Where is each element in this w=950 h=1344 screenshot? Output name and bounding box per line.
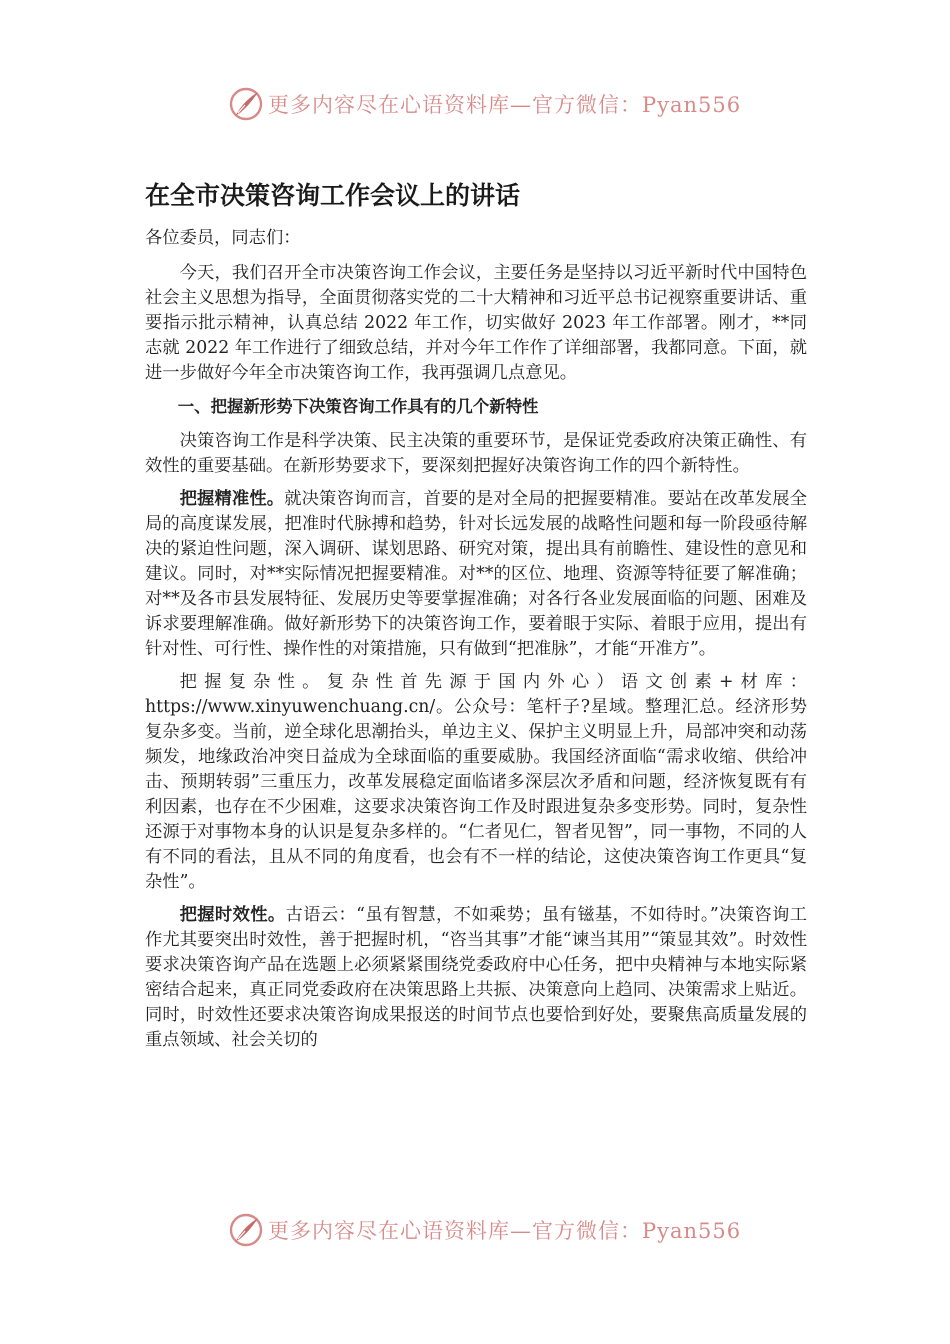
paragraph-lead-timeliness: 把握时效性。 bbox=[179, 905, 286, 925]
paragraph-text-timeliness: 古语云：“虽有智慧，不如乘势；虽有镃基，不如待时。”决策咨询工作尤其要突出时效性，善于把握时机，“咨当其事”才能“谏当其用”“策显其效”。时效性要求决策咨询产品在选题上必须紧紧围绕党委政府中心任务，把中央精神与本地实际紧密结合起来，真正同党委政府在决策思路上共振、决策意向上趋同、决策需求上贴近。同时，时效性还要求决策咨询成果报送的时间节点也要恰到好处，要聚焦高质量发展的重点领域、社会关切的 bbox=[145, 905, 807, 1050]
intro-paragraph: 今天，我们召开全市决策咨询工作会议，主要任务是坚持以习近平新时代中国特色社会主义思想为指导，全面贯彻落实党的二十大精神和习近平总书记视察重要讲话、重要指示批示精神，认真总结 2022 年工作，切实做好 2023 年工作部署。刚才，**同志就 2022 年工作进行了细致总结，并对今年工作作了详细部署，我都同意。下面，就进一步做好今年全市决策咨询工作，我再强调几点意见。 bbox=[145, 263, 807, 383]
watermark-banner-bottom bbox=[228, 1208, 741, 1252]
paragraph-complexity: 把握复杂性。复杂性首先源于国内外心）语文创素+材库：https://www.xinyuwenchuang.cn/。公众号：笔杆子?星域。整理汇总。经济形势复杂多变。当前，逆全球化思潮抬头，单边主义、保护主义明显上升，局部冲突和动荡频发，地缘政治冲突日益成为全球面临的重要威胁。我国经济面临“需求收缩、供给冲击、预期转弱”三重压力，改革发展稳定面临诸多深层次矛盾和问题，经济恢复既有有利因素，也存在不少困难，这要求决策咨询工作及时跟进复杂多变形势。同时，复杂性还源于对事物本身的认识是复杂多样的。“仁者见仁，智者见智”，同一事物，不同的人有不同的看法，且从不同的角度看，也会有不一样的结论，这使决策咨询工作更具“复杂性”。 bbox=[145, 672, 807, 892]
paragraph-precision bbox=[145, 487, 807, 662]
paragraph-timeliness bbox=[145, 903, 807, 1053]
document-title: 在全市决策咨询工作会议上的讲话 bbox=[145, 181, 521, 210]
section-heading-1: 一、把握新形势下决策咨询工作具有的几个新特性 bbox=[177, 397, 539, 416]
document-body bbox=[145, 178, 807, 1061]
watermark-banner-top bbox=[228, 82, 741, 126]
greeting: 各位委员，同志们： bbox=[145, 228, 301, 248]
quill-logo-icon bbox=[228, 1212, 264, 1248]
watermark-text: 更多内容尽在心语资料库—官方微信：Pyan556 bbox=[268, 93, 742, 117]
section-1-intro: 决策咨询工作是科学决策、民主决策的重要环节，是保证党委政府决策正确性、有效性的重要基础。在新形势要求下，要深刻把握好决策咨询工作的四个新特性。 bbox=[145, 431, 807, 476]
paragraph-text-precision: 就决策咨询而言，首要的是对全局的把握要精准。要站在改革发展全局的高度谋发展，把准时代脉搏和趋势，针对长远发展的战略性问题和每一阶段亟待解决的紧迫性问题，深入调研、谋划思路、研究对策，提出具有前瞻性、建设性的意见和建议。同时，对**实际情况把握要精准。对**的区位、地理、资源等特征要了解准确；对**及各市县发展特征、发展历史等要掌握准确；对各行各业发展面临的问题、困难及诉求要理解准确。做好新形势下的决策咨询工作，要着眼于实际、着眼于应用，提出有针对性、可行性、操作性的对策措施，只有做到“把准脉”，才能“开准方”。 bbox=[145, 489, 807, 659]
quill-logo-icon bbox=[228, 86, 264, 122]
paragraph-lead-precision: 把握精准性。 bbox=[179, 489, 285, 509]
watermark-text: 更多内容尽在心语资料库—官方微信：Pyan556 bbox=[268, 1219, 742, 1243]
